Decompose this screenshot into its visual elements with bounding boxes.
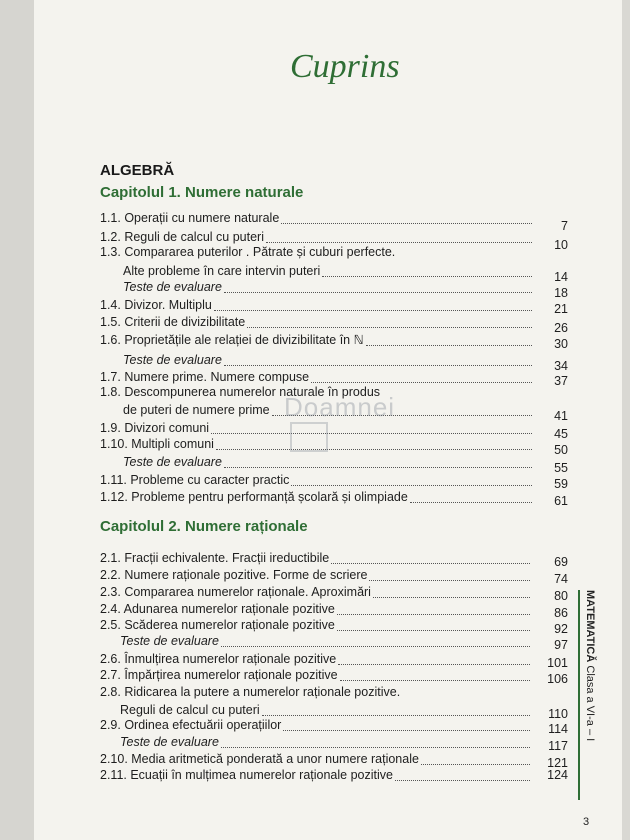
toc-entry-title: 2.8. Ridicarea la putere a numerelor raționale pozitive. bbox=[100, 685, 401, 699]
toc-leader-dots bbox=[421, 764, 530, 765]
chapter-heading-2: Capitolul 2. Numere raționale bbox=[100, 518, 308, 535]
toc-page-number: 106 bbox=[547, 672, 568, 686]
toc-entry-title: Teste de evaluare bbox=[123, 353, 222, 367]
toc-leader-dots bbox=[322, 276, 532, 277]
toc-entry bbox=[100, 651, 568, 670]
toc-entry-title: 2.9. Ordinea efectuării operațiilor bbox=[100, 718, 282, 732]
watermark-text: Doamnei bbox=[284, 392, 396, 422]
toc-leader-dots bbox=[369, 580, 530, 581]
toc-entry bbox=[100, 369, 568, 388]
toc-leader-dots bbox=[262, 715, 530, 716]
toc-page-number: 86 bbox=[554, 606, 568, 620]
toc-entry-title: 2.4. Adunarea numerelor raționale pozitive bbox=[100, 602, 335, 616]
toc-entry bbox=[100, 751, 568, 770]
toc-page-number: 92 bbox=[554, 622, 568, 636]
toc-leader-dots bbox=[221, 747, 530, 748]
toc-leader-dots bbox=[395, 780, 530, 781]
toc-entry bbox=[100, 297, 568, 316]
toc-entry bbox=[100, 436, 568, 457]
toc-page-number: 121 bbox=[547, 756, 568, 770]
toc-entry-title: 2.1. Fracții echivalente. Fracții ireductibile bbox=[100, 551, 330, 565]
toc-page-number: 45 bbox=[554, 427, 568, 441]
toc-entry bbox=[120, 734, 568, 753]
toc-page-number: 7 bbox=[561, 219, 568, 233]
toc-entry-title: 1.6. Proprietățile ale relației de divizibilitate în ℕ bbox=[100, 333, 364, 347]
toc-leader-dots bbox=[247, 327, 532, 328]
toc-entry bbox=[100, 601, 568, 620]
toc-entry bbox=[100, 550, 568, 569]
toc-entry-title: 1.4. Divizor. Multiplu bbox=[100, 298, 212, 312]
toc-leader-dots bbox=[221, 646, 530, 647]
sidebar-accent-bar bbox=[578, 590, 580, 800]
toc-entry-title: Alte probleme în care intervin puteri bbox=[123, 264, 321, 278]
toc-entry-title: 1.8. Descompunerea numerelor naturale în produs bbox=[100, 385, 381, 399]
toc-page-number: 41 bbox=[554, 409, 568, 423]
toc-entry-title: 1.1. Operații cu numere naturale bbox=[100, 211, 280, 225]
toc-leader-dots bbox=[373, 597, 530, 598]
toc-entry-title: Teste de evaluare bbox=[123, 280, 222, 294]
toc-entry bbox=[120, 633, 568, 652]
toc-page-number: 114 bbox=[548, 722, 568, 736]
toc-entry bbox=[100, 332, 568, 351]
toc-entry-title: 2.3. Compararea numerelor raționale. Aproximări bbox=[100, 585, 371, 599]
toc-entry bbox=[123, 454, 568, 475]
toc-entry bbox=[100, 489, 568, 508]
sidebar-label bbox=[582, 590, 598, 810]
toc-entry-title: 2.10. Media aritmetică ponderată a unor numere raționale bbox=[100, 752, 419, 766]
toc-entry-title: de puteri de numere prime bbox=[123, 403, 270, 417]
toc-entry bbox=[100, 472, 568, 491]
toc-entry-title: 2.2. Numere raționale pozitive. Forme de scriere bbox=[100, 568, 368, 582]
toc-entry bbox=[100, 584, 568, 603]
page-number: 3 bbox=[583, 816, 590, 828]
toc-page-number: 34 bbox=[554, 359, 568, 373]
toc-entry-title: 1.11. Probleme cu caracter practic bbox=[100, 473, 290, 487]
toc-entry bbox=[123, 352, 568, 373]
toc-page-number: 124 bbox=[547, 768, 568, 782]
toc-leader-dots bbox=[283, 730, 530, 731]
toc-leader-dots bbox=[281, 223, 532, 224]
toc-entry bbox=[100, 210, 568, 233]
sidebar-rest: Clasa a VI-a – I bbox=[584, 662, 596, 742]
toc-leader-dots bbox=[291, 485, 532, 486]
toc-entry bbox=[120, 702, 568, 721]
toc-page-number: 14 bbox=[554, 270, 568, 284]
toc-entry bbox=[100, 617, 568, 636]
toc-page-number: 69 bbox=[554, 555, 568, 569]
toc-page-number: 101 bbox=[547, 656, 568, 670]
toc-leader-dots bbox=[266, 242, 532, 243]
toc-entry bbox=[100, 567, 568, 586]
toc-page-number: 110 bbox=[548, 707, 568, 721]
toc-leader-dots bbox=[224, 292, 532, 293]
watermark-icon bbox=[290, 422, 328, 452]
toc-leader-dots bbox=[331, 563, 530, 564]
toc-page-number: 37 bbox=[554, 374, 568, 388]
toc-page-number: 26 bbox=[554, 321, 568, 335]
toc-leader-dots bbox=[338, 664, 530, 665]
toc-page-number: 30 bbox=[554, 337, 568, 351]
toc-page-number: 61 bbox=[554, 494, 568, 508]
toc-entry bbox=[100, 244, 568, 260]
toc-page-number: 18 bbox=[554, 286, 568, 300]
toc-leader-dots bbox=[340, 680, 530, 681]
toc-leader-dots bbox=[214, 310, 532, 311]
toc-leader-dots bbox=[211, 433, 532, 434]
toc-entry-title: 2.5. Scăderea numerelor raționale pozitive bbox=[100, 618, 335, 632]
toc-page-number: 50 bbox=[554, 443, 568, 457]
toc-leader-dots bbox=[410, 502, 532, 503]
toc-leader-dots bbox=[216, 449, 532, 450]
toc-leader-dots bbox=[337, 614, 530, 615]
book-spine-shadow bbox=[0, 0, 36, 840]
toc-leader-dots bbox=[366, 345, 532, 346]
toc-entry bbox=[100, 314, 568, 335]
toc-page-number: 21 bbox=[554, 302, 568, 316]
toc-page-number: 97 bbox=[554, 638, 568, 652]
toc-entry-title: 1.2. Reguli de calcul cu puteri bbox=[100, 230, 264, 244]
toc-page-number: 117 bbox=[548, 739, 568, 753]
toc-page-number: 55 bbox=[554, 461, 568, 475]
toc-entry-title: 1.12. Probleme pentru performanță școlară și olimpiade bbox=[100, 490, 408, 504]
toc-entry-title: Teste de evaluare bbox=[123, 455, 222, 469]
toc-page-number: 80 bbox=[554, 589, 568, 603]
toc-entry-title: 1.5. Criterii de divizibilitate bbox=[100, 315, 246, 329]
toc-leader-dots bbox=[224, 365, 532, 366]
toc-leader-dots bbox=[311, 382, 532, 383]
toc-entry bbox=[100, 717, 568, 736]
toc-entry-title: Teste de evaluare bbox=[120, 735, 219, 749]
toc-entry-title: 1.10. Multipli comuni bbox=[100, 437, 214, 451]
toc-entry-title: Reguli de calcul cu puteri bbox=[120, 703, 260, 717]
toc-entry bbox=[100, 667, 568, 686]
toc-entry-title: 2.7. Împărțirea numerelor raționale pozitive bbox=[100, 668, 338, 682]
toc-entry-title: 1.3. Compararea puterilor . Pătrate și cuburi perfecte. bbox=[100, 245, 396, 259]
toc-page-number: 10 bbox=[554, 238, 568, 252]
sidebar-subject: MATEMATICĂ bbox=[584, 590, 596, 663]
toc-entry bbox=[123, 279, 568, 300]
toc-leader-dots bbox=[224, 467, 532, 468]
toc-entry-title: 2.6. Înmulțirea numerelor raționale pozitive bbox=[100, 652, 337, 666]
toc-entry-title: 1.7. Numere prime. Numere compuse bbox=[100, 370, 310, 384]
toc-entry bbox=[100, 767, 568, 783]
toc-entry-title: 2.11. Ecuații în mulțimea numerelor raționale pozitive bbox=[100, 768, 393, 782]
toc-page-number: 74 bbox=[554, 572, 568, 586]
toc-page-number: 59 bbox=[554, 477, 568, 491]
toc-entry-title: 1.9. Divizori comuni bbox=[100, 421, 210, 435]
toc-entry bbox=[100, 684, 568, 700]
page-title: Cuprins bbox=[290, 48, 400, 85]
toc-entry bbox=[123, 263, 568, 284]
chapter-heading-1: Capitolul 1. Numere naturale bbox=[100, 184, 304, 201]
toc-entry-title: Teste de evaluare bbox=[120, 634, 219, 648]
section-heading: ALGEBRĂ bbox=[100, 162, 175, 179]
toc-leader-dots bbox=[337, 630, 530, 631]
